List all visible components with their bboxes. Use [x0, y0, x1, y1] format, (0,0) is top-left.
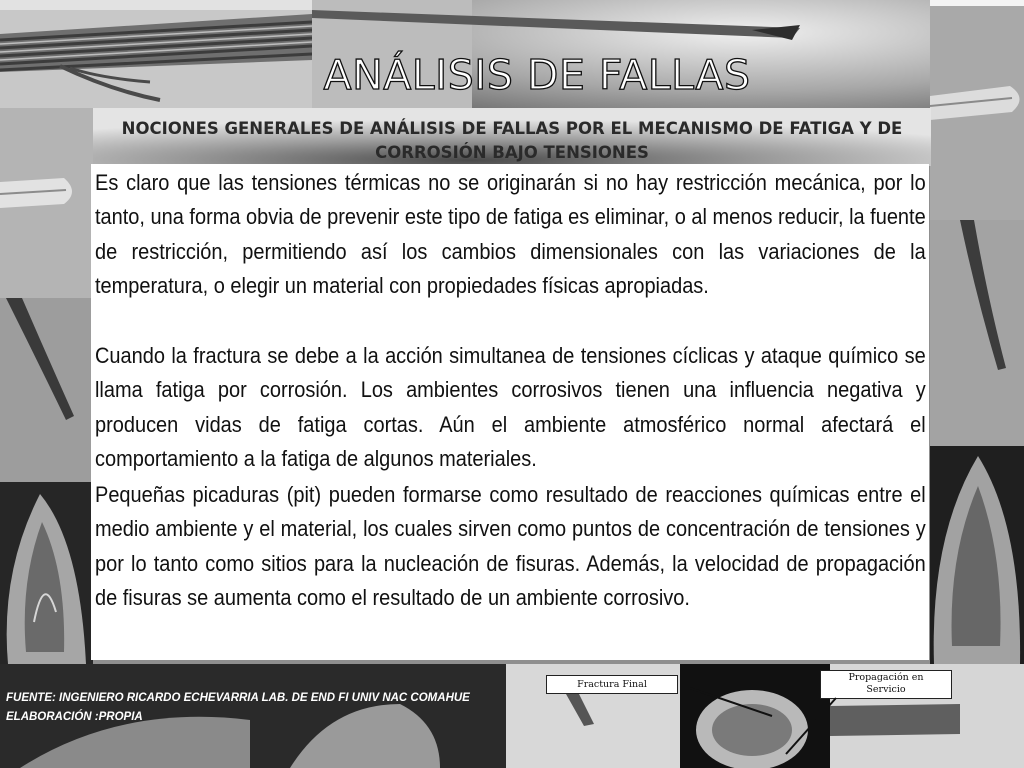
label-propagation-line1: Propagación en	[848, 672, 924, 683]
source-line: FUENTE: INGENIERO RICARDO ECHEVARRIA LAB. DE END FI UNIV NAC COMAHUE	[6, 692, 470, 704]
elaboration-line: ELABORACIÓN :PROPIA	[6, 711, 143, 723]
paragraph-thermal-stress: Es claro que las tensiones térmicas no se originarán si no hay restricción mecánica, por lo tanto, una forma obvia de prevenir este tipo de fatiga es eliminar, o al menos reducir, la fuente de restricción, permitiendo así los cambios dimensionales con las variaciones de la temperatura, o elegir un material con propiedades físicas apropiadas.	[95, 170, 926, 299]
annotation-arrows	[680, 664, 860, 768]
paragraph-corrosion-fatigue: Cuando la fractura se debe a la acción simultanea de tensiones cíclicas y ataque químico se llama fatiga por corrosión. Los ambientes corrosivos tienen una influencia negativa y producen vidas de fatiga cortas. Aún el ambiente atmosférico normal afectará el comportamiento a la fatiga de algunos materiales.	[95, 343, 926, 472]
wire-rope-photo	[0, 0, 312, 108]
propagation-arrow	[786, 698, 836, 754]
slide-subtitle: NOCIONES GENERALES DE ANÁLISIS DE FALLAS POR EL MECANISMO DE FATIGA Y DE CORROSIÓN BAJO TENSIONES	[121, 119, 903, 162]
label-final-fracture	[546, 675, 678, 694]
bent-wire-photo-left	[0, 298, 93, 482]
paragraph-pitting: Pequeñas picaduras (pit) pueden formarse como resultado de reacciones químicas entre el medio ambiente y el material, los cuales sirven como puntos de concentración de tensiones y por lo tanto como sitios para la nucleación de fisuras. Además, la velocidad de propagación de fisuras se aumenta como el resultado de un ambiente corrosivo.	[95, 482, 926, 611]
final-fracture-arrow	[690, 688, 772, 716]
body-text-box	[91, 164, 929, 660]
slide-title: ANÁLISIS DE FALLAS	[323, 51, 751, 99]
fracture-surface-photo-right	[930, 446, 1024, 664]
label-propagation-line2: Servicio	[866, 684, 906, 695]
label-final-fracture-text: Fractura Final	[577, 679, 647, 690]
title-box	[313, 37, 761, 108]
needle-tip-photo-right	[930, 0, 1024, 220]
fracture-surface-photo-left	[0, 482, 93, 664]
subtitle-band	[93, 108, 931, 166]
source-note	[6, 689, 470, 727]
needle-tip-photo-left	[0, 108, 93, 298]
bent-wire-photo-right	[930, 220, 1024, 446]
